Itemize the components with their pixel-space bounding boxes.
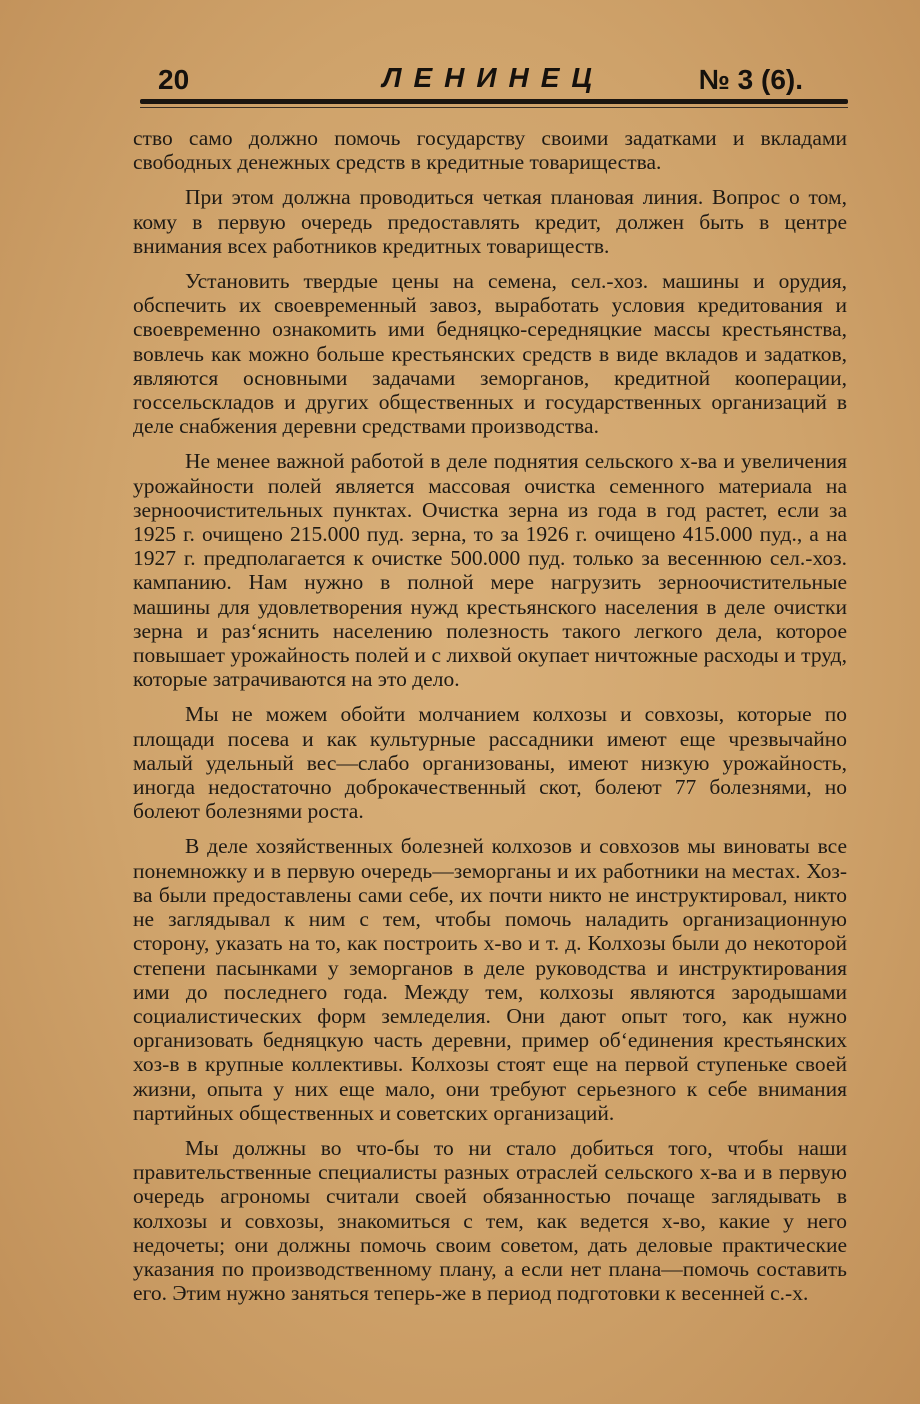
paragraph: Установить твердые цены на семена, сел.-хоз. машины и орудия, обспечить их своевременный завоз, выработать условия кредитования и своевременно ознакомить ими бедняцко-середняцкие массы крестьянства, вовлечь как можно больше крестьянских средств в виде вкладов и задатков, являются основными задачами земорганов, кредитной кооперации, госсельскладов и других общественных и государственных организаций в деле снабжения деревни средствами производства. [133, 269, 847, 439]
paragraph: При этом должна проводиться четкая плановая линия. Вопрос о том, кому в первую очередь предоставлять кредит, должен быть в центре внимания всех работников кредитных товариществ. [133, 185, 847, 258]
article-body [133, 126, 847, 1316]
page-header [143, 58, 843, 98]
paragraph: Мы должны во что-бы то ни стало добиться того, чтобы наши правительственные специалисты разных отраслей сельского х-ва и в первую очередь агрономы считали своей обязанностью почаще заглядывать в колхозы и совхозы, знакомиться с тем, как ведется х-во, какие у него недочеты; они должны помочь своим советом, дать деловые практические указания по производственному плану, а если нет плана—помочь составить его. Этим нужно заняться теперь-же в период подготовки к весенней с.-х. [133, 1135, 847, 1306]
paragraph: Не менее важной работой в деле поднятия сельского х-ва и увеличения урожайности полей является массовая очистка семенного материала на зерноочистительных пунктах. Очистка зерна из года в год растет, если за 1925 г. очищено 215.000 пуд. зерна, то за 1926 г. очищено 415.000 пуд., а на 1927 г. предполагается к очистке 500.000 пуд. только за весеннюю сел.-хоз. кампанию. Нам нужно в полной мере нагрузить зерноочистительные машины для удовлетворения нужд крестьянского населения в деле очистки зерна и раз‘яснить населению полезность такого легкого дела, которое повышает урожайность полей и с лихвой окупает ничтожные расходы и труд, которые затрачиваются на это дело. [133, 449, 847, 692]
masthead-title: ЛЕНИНЕЦ [382, 62, 604, 93]
header-rule-thin [140, 107, 848, 108]
paragraph-continued: ство само должно помочь государству своими задатками и вкладами свободных денежных средств в кредитные товарищества. [133, 126, 847, 175]
paragraph: Мы не можем обойти молчанием колхозы и совхозы, которые по площади посева и как культурные рассадники имеют еще чрезвычайно малый удельный вес—слабо организованы, имеют низкую урожайность, иногда недостаточно доброкачественный скот, болеют 77 болезнями, но болеют болезнями роста. [133, 702, 847, 824]
paragraph: В деле хозяйственных болезней колхозов и совхозов мы виноваты все понемножку и в первую очередь—земорганы и их работники на местах. Хоз-ва были предоставлены сами себе, их почти никто не инструктировал, никто не заглядывал к ним с тем, чтобы помочь наладить организационную сторону, указать на то, как построить х-во и т. д. Колхозы были до некоторой степени пасынками у земорганов в деле руководства и инструктирования ими до последнего года. Между тем, колхозы являются зародышами социалистических форм земледелия. Они дают опыт того, как нужно организовать бедняцкую часть деревни, пример об‘единения крестьянских хоз-в в крупные коллективы. Колхозы стоят еще на первой ступеньке своей жизни, опыта у них еще мало, они требуют серьезного к себе внимания партийных общественных и советских организаций. [133, 834, 847, 1125]
issue-number: № 3 (6). [698, 64, 803, 95]
header-rule [140, 99, 848, 104]
page-number: 20 [158, 64, 190, 95]
